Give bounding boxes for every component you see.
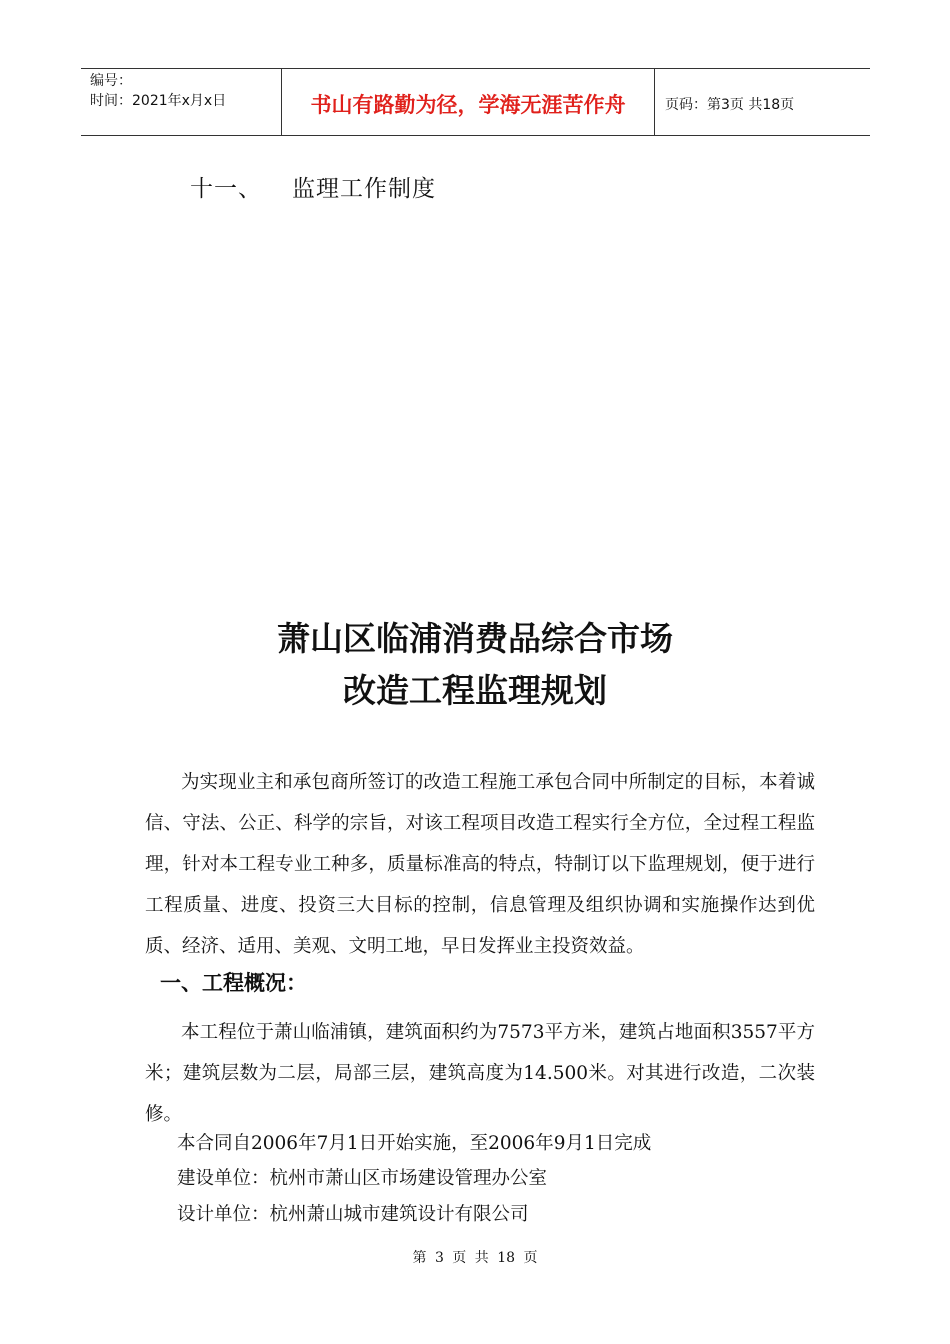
document-date-label: 时间：2021年x月x日 xyxy=(90,93,227,109)
header-meta xyxy=(81,69,281,135)
main-title-line-1: 萧山区临浦消费品综合市场 xyxy=(277,619,673,658)
client-line: 建设单位：杭州市萧山区市场建设管理办公室 xyxy=(177,1168,548,1189)
section-title xyxy=(190,170,436,203)
header-motto: 书山有路勤为径，学海无涯苦作舟 xyxy=(281,69,655,135)
section-text: 监理工作制度 xyxy=(292,176,436,202)
designer-line: 设计单位：杭州萧山城市建筑设计有限公司 xyxy=(177,1204,529,1225)
contract-period-line: 本合同自2006年7月1日开始实施，至2006年9月1日完成 xyxy=(177,1133,652,1154)
overview-paragraph: 本工程位于萧山临浦镇，建筑面积约为7573平方米，建筑占地面积3557平方米；建筑层数为二层，局部三层，建筑高度为14.500米。对其进行改造，二次装修。 xyxy=(145,1022,815,1125)
page-footer: 第 3 页 共 18 页 xyxy=(412,1250,538,1266)
intro-paragraph: 为实现业主和承包商所签订的改造工程施工承包合同中所制定的目标，本着诚信、守法、公正、科学的宗旨，对该工程项目改造工程实行全方位，全过程工程监理，针对本工程专业工种多，质量标准高的特点，特制订以下监理规划，便于进行工程质量、进度、投资三大目标的控制，信息管理及组织协调和实施操作达到优质、经济、适用、美观、文明工地，早日发挥业主投资效益。 xyxy=(145,772,815,957)
document-number-label: 编号： xyxy=(90,73,132,89)
header-page-label: 页码：第3页 共18页 xyxy=(665,97,795,113)
section-number: 十一、 xyxy=(190,176,262,202)
page-header xyxy=(81,68,870,136)
main-title-line-2: 改造工程监理规划 xyxy=(343,671,607,710)
heading-project-overview: 一、工程概况： xyxy=(160,971,307,995)
